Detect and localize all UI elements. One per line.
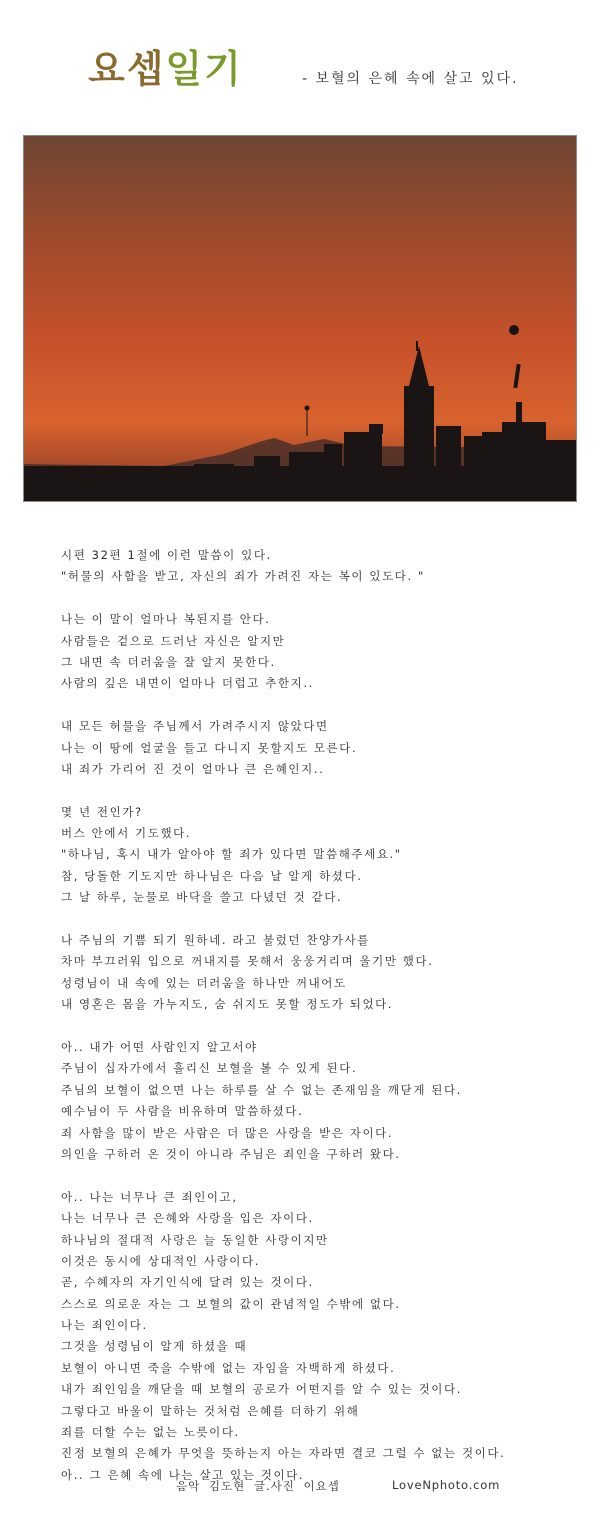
page-subtitle: - 보혈의 은혜 속에 살고 있다. bbox=[302, 71, 519, 87]
text-line: 사람들은 겉으로 드러난 자신은 알지만 bbox=[61, 633, 286, 648]
text-line: 진정 보혈의 은혜가 무엇을 뜻하는지 아는 자라면 결코 그럴 수 없는 것이다. bbox=[61, 1446, 506, 1461]
text-line: 나 주님의 기쁨 되기 원하네. 라고 불렀던 찬양가사를 bbox=[61, 933, 370, 948]
text-line: 이것은 동시에 상대적인 사랑이다. bbox=[61, 1253, 260, 1268]
text-line: 버스 안에서 기도했다. bbox=[61, 826, 192, 841]
small-balloon bbox=[305, 406, 310, 411]
text-line: 주님의 보혈이 없으면 나는 하루를 살 수 없는 존재임을 깨닫게 된다. bbox=[61, 1082, 462, 1097]
text-line: 하나님의 절대적 사랑은 늘 동일한 사랑이지만 bbox=[61, 1232, 329, 1247]
header bbox=[0, 0, 600, 130]
sunset-city-illustration bbox=[24, 136, 577, 502]
title-part-1: 요셉 bbox=[88, 47, 166, 91]
balloon-dot bbox=[509, 325, 519, 335]
text-line: 차마 부끄러워 입으로 꺼내지를 못해서 웅웅거리며 울기만 했다. bbox=[61, 954, 434, 969]
text-line: 나는 죄인이다. bbox=[61, 1318, 148, 1333]
paragraph bbox=[61, 716, 561, 780]
text-line: 시편 32편 1절에 이런 말씀이 있다. bbox=[61, 548, 272, 562]
paragraph bbox=[61, 1037, 561, 1165]
text-line: 죄를 더할 수는 없는 노릇이다. bbox=[61, 1425, 240, 1440]
text-line: 몇 년 전인가? bbox=[61, 804, 143, 819]
text-line: 나는 너무나 큰 은혜와 사랑을 입은 자이다. bbox=[61, 1211, 314, 1226]
text-line: 참, 당돌한 기도지만 하나님은 다음 날 알게 하셨다. bbox=[61, 868, 363, 883]
text-line: 그것을 성령님이 알게 하셨을 때 bbox=[61, 1339, 248, 1354]
text-line: 의인을 구하러 온 것이 아니라 주님은 죄인을 구하러 왔다. bbox=[61, 1146, 401, 1161]
text-line: 죄 사함을 많이 받은 사람은 더 많은 사랑을 받은 자이다. bbox=[61, 1125, 394, 1140]
text-line: "허물의 사함을 받고, 자신의 죄가 가려진 자는 복이 있도다. " bbox=[61, 569, 425, 584]
page-title bbox=[88, 44, 243, 94]
text-line: 내 영혼은 몸을 가누지도, 숨 쉬지도 못할 정도가 되었다. bbox=[61, 997, 394, 1012]
paragraph bbox=[61, 609, 561, 695]
text-line: 내가 죄인임을 깨닫을 때 보혈의 공로가 어떤지를 알 수 있는 것이다. bbox=[61, 1382, 462, 1397]
sunset-city-photo bbox=[23, 135, 577, 502]
text-line: 나는 이 땅에 얼굴을 들고 다니지 못할지도 모른다. bbox=[61, 740, 358, 755]
text-line: 그 날 하루, 눈물로 바닥을 쓸고 다녔던 것 같다. bbox=[61, 890, 343, 905]
text-line: 아.. 나는 너무나 큰 죄인이고, bbox=[61, 1189, 238, 1204]
paragraph bbox=[61, 1187, 561, 1486]
diary-body bbox=[61, 545, 561, 1486]
text-line: 나는 이 말이 얼마나 복된지를 안다. bbox=[61, 612, 271, 627]
text-line: 내 모든 허물을 주님께서 가려주시지 않았다면 bbox=[61, 719, 329, 734]
text-line: 아.. 내가 어떤 사람인지 알고서야 bbox=[61, 1039, 258, 1054]
text-line: 아.. 그 은혜 속에 나는 살고 있는 것이다. bbox=[61, 1467, 305, 1482]
text-line: 주님이 십자가에서 흘리신 보혈을 볼 수 있게 된다. bbox=[61, 1061, 358, 1076]
text-line: 내 죄가 가리어 진 것이 얼마나 큰 은혜인지.. bbox=[61, 761, 325, 776]
text-line: 성령님이 내 속에 있는 더러움을 하나만 꺼내어도 bbox=[61, 975, 347, 990]
title-part-2: 일기 bbox=[165, 47, 243, 91]
text-line: 스스로 의로운 자는 그 보혈의 값이 관념적일 수밖에 없다. bbox=[61, 1296, 401, 1311]
text-line: 예수님이 두 사람을 비유하며 말씀하셨다. bbox=[61, 1104, 304, 1119]
text-line: 보혈이 아니면 죽을 수밖에 없는 자임을 자백하게 하셨다. bbox=[61, 1360, 396, 1375]
text-line: "하나님, 혹시 내가 알아야 할 죄가 있다면 말씀해주세요." bbox=[61, 847, 402, 862]
footer-credits: 음악 김도현 글.사진 이요셉 bbox=[176, 1479, 340, 1493]
paragraph bbox=[61, 545, 561, 588]
paragraph bbox=[61, 930, 561, 1016]
text-line: 사람의 깊은 내면이 얼마나 더럽고 추한지.. bbox=[61, 676, 314, 691]
text-line: 곧, 수혜자의 자기인식에 달려 있는 것이다. bbox=[61, 1275, 314, 1290]
footer-site-link[interactable]: LoveNphoto.com bbox=[392, 1478, 501, 1492]
footer bbox=[0, 1478, 600, 1498]
text-line: 그 내면 속 더러움을 잘 알지 못한다. bbox=[61, 654, 276, 669]
paragraph bbox=[61, 802, 561, 909]
text-line: 그렇다고 바울이 말하는 것처럼 은혜를 더하기 위해 bbox=[61, 1403, 360, 1418]
